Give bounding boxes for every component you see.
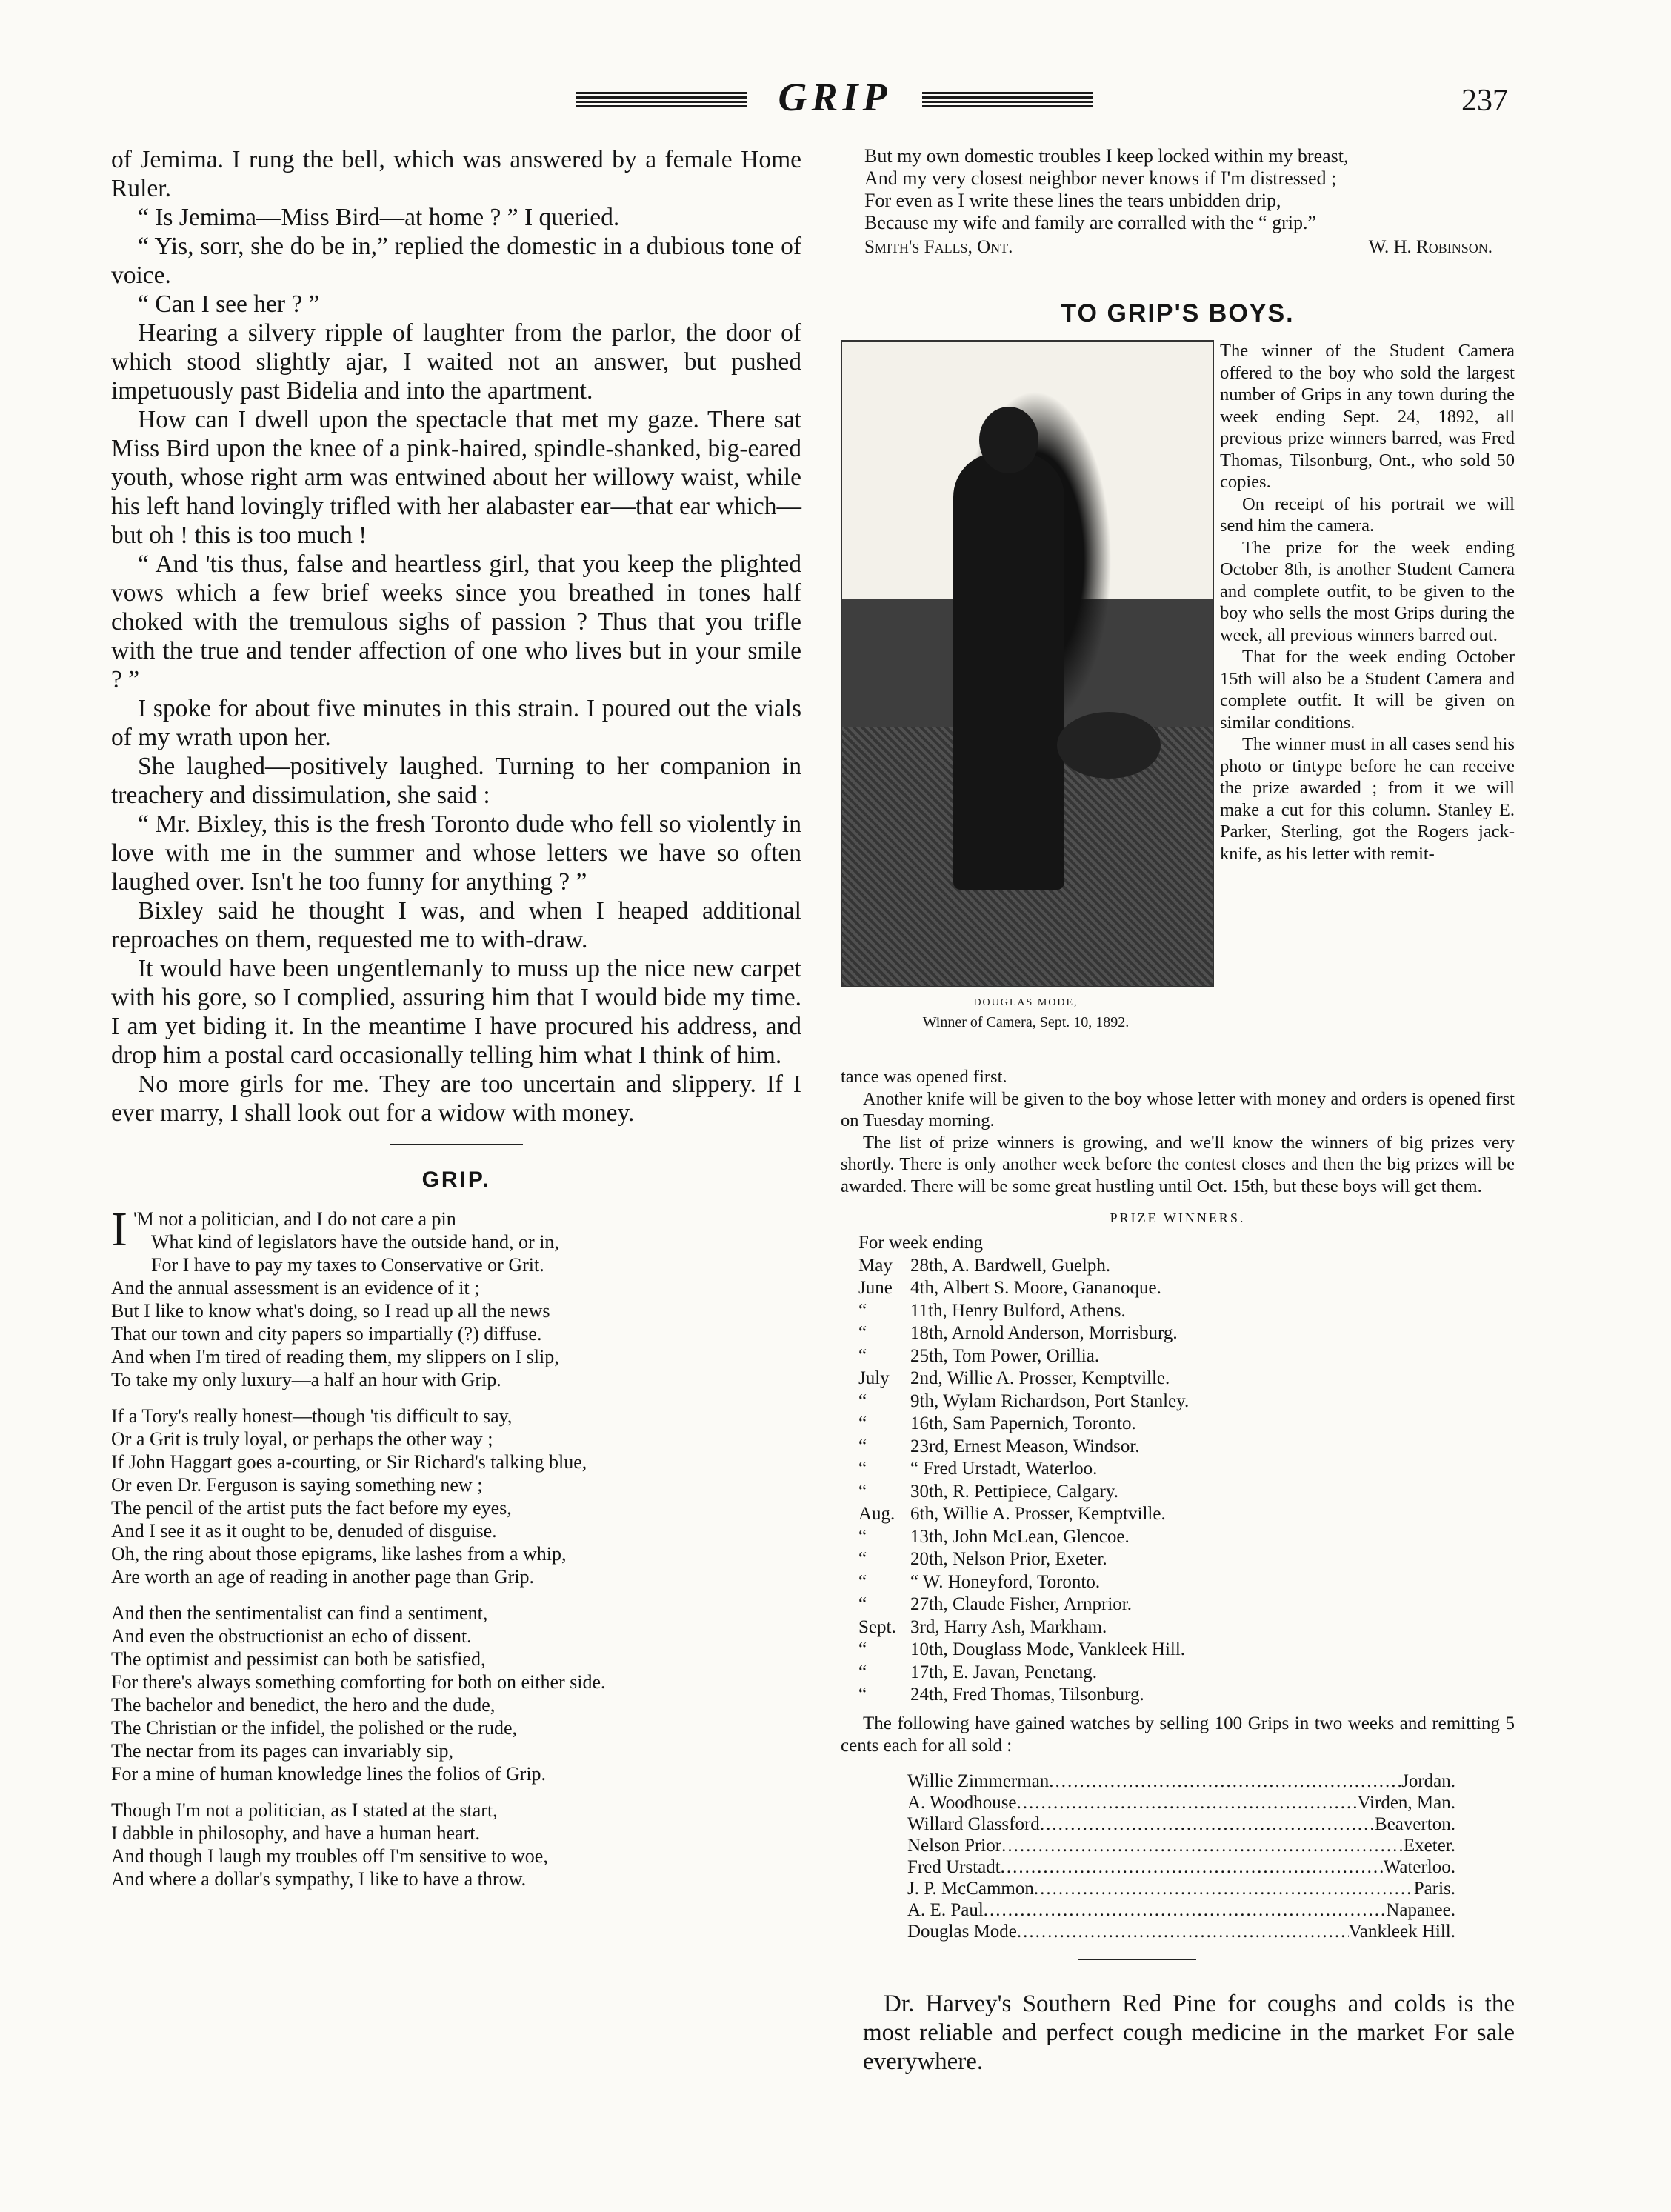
story-paragraph: “ Is Jemima—Miss Bird—at home ? ” I queried.: [138, 204, 620, 231]
winner-entry: 23rd, Ernest Meason, Windsor.: [910, 1436, 1140, 1456]
winner-month: “: [858, 1459, 867, 1479]
watch-winner-name: Nelson Prior: [907, 1835, 1002, 1856]
winner-row: [858, 1255, 1515, 1278]
poem-line: The pencil of the artist puts the fact before my eyes,: [111, 1497, 512, 1519]
winner-row: [858, 1684, 1515, 1707]
watch-winner-place: Beaverton.: [1375, 1813, 1455, 1834]
watch-winner-name: A. E. Paul: [907, 1899, 984, 1920]
verse-line: Because my wife and family are corralled with the “ grip.”: [864, 212, 1317, 233]
watch-winner-name: A. Woodhouse: [907, 1792, 1017, 1813]
winner-month: Sept.: [858, 1616, 896, 1637]
poem-line: Are worth an age of reading in another page than Grip.: [111, 1566, 535, 1588]
poem-line: Though I'm not a politician, as I stated at the start,: [111, 1799, 498, 1821]
week-ending-label: For week ending: [858, 1233, 984, 1253]
page-title: GRIP: [778, 75, 892, 119]
winner-row: [858, 1277, 1515, 1300]
photo-head: [979, 407, 1038, 473]
poem-line: Oh, the ring about those epigrams, like lashes from a whip,: [111, 1543, 567, 1565]
caption-name: DOUGLAS MODE,: [973, 997, 1078, 1008]
poem: [111, 1202, 801, 1890]
poem-line: If a Tory's really honest—though 'tis difficult to say,: [111, 1405, 513, 1427]
winner-row: [858, 1367, 1515, 1390]
winner-entry: “ W. Honeyford, Toronto.: [910, 1571, 1101, 1592]
winner-month: “: [858, 1639, 867, 1659]
photo-caption: [841, 993, 1211, 1032]
winner-month: “: [858, 1300, 867, 1321]
winner-entry: 18th, Arnold Anderson, Morrisburg.: [910, 1323, 1178, 1343]
story-paragraph: She laughed—positively laughed. Turning to her companion in treachery and dissimulation, she said :: [111, 753, 801, 809]
winner-row: [858, 1322, 1515, 1345]
leader-dots: [984, 1899, 1387, 1921]
photo-figure: [953, 453, 1064, 890]
story-paragraph: “ Mr. Bixley, this is the fresh Toronto dude who fell so violently in love with me in the summer and whose letters we have so often laughed over. Isn't he too funny for anything ? ”: [111, 810, 801, 896]
watch-winner-row: [907, 1878, 1455, 1899]
watch-winner-row: [907, 1813, 1455, 1835]
story-paragraph: of Jemima. I rung the bell, which was answered by a female Home Ruler.: [111, 146, 801, 202]
prize-winners-heading: PRIZE WINNERS.: [1110, 1210, 1246, 1225]
boys-continued: [841, 1066, 1515, 1197]
leader-dots: [1017, 1921, 1349, 1942]
winner-entry: 25th, Tom Power, Orillia.: [910, 1345, 1100, 1366]
winner-row: [858, 1616, 1515, 1639]
boys-paragraph: The winner of the Student Camera offered to the boy who sold the largest number of Grips in any town during the week ending Sept. 24, 1892, all previous prize winners barred, was Fred Thomas, Tilsonburg, Ont., who sold 50 copies.: [1220, 341, 1515, 492]
verse-line: And my very closest neighbor never knows if I'm distressed ;: [864, 167, 1337, 189]
winner-row: [858, 1571, 1515, 1594]
winner-entry: 17th, E. Javan, Penetang.: [910, 1662, 1098, 1682]
poem-line: The Christian or the infidel, the polished or the rude,: [111, 1717, 518, 1739]
watch-winner-row: [907, 1856, 1455, 1878]
winner-photo: [841, 340, 1214, 987]
poem-line: 'M not a politician, and I do not care a pin: [133, 1208, 456, 1230]
boys-paragraph: tance was opened first.: [841, 1067, 1007, 1087]
poem-stanza: [111, 1799, 801, 1890]
winner-month: “: [858, 1526, 867, 1547]
boys-paragraph: The list of prize winners is growing, and we'll know the winners of big prizes very shortly. There is only another week before the contest closes and then the big prizes will be awarded. There will be some great hustling until Oct. 15th, but these boys will get them.: [841, 1132, 1515, 1196]
winner-row: [858, 1662, 1515, 1685]
poem-line: For a mine of human knowledge lines the folios of Grip.: [111, 1763, 547, 1785]
section-divider: [390, 1144, 523, 1145]
poem-line: To take my only luxury—a half an hour with Grip.: [111, 1369, 501, 1390]
winner-month: May: [858, 1255, 893, 1276]
signature-place: Smith's Falls, Ont.: [864, 237, 1013, 257]
boys-text: [1220, 340, 1515, 865]
winner-month: July: [858, 1368, 890, 1388]
section-divider: [1078, 1959, 1196, 1960]
winner-row: [858, 1481, 1515, 1504]
poem-line: And even the obstructionist an echo of dissent.: [111, 1625, 472, 1647]
winner-month: “: [858, 1345, 867, 1366]
boys-paragraph: Another knife will be given to the boy whose letter with money and orders is opened first on Tuesday morning.: [841, 1088, 1515, 1130]
leader-dots: [1034, 1878, 1414, 1899]
page-number: 237: [1461, 84, 1508, 118]
watch-winner-place: Virden, Man.: [1357, 1792, 1455, 1813]
winner-row: [858, 1413, 1515, 1436]
watch-intro: The following have gained watches by selling 100 Grips in two weeks and remitting 5 cents each for all sold :: [841, 1713, 1515, 1756]
winner-month: “: [858, 1323, 867, 1343]
winner-entry: 28th, A. Bardwell, Guelph.: [910, 1255, 1111, 1276]
winner-month: Aug.: [858, 1504, 895, 1524]
winner-month: “: [858, 1436, 867, 1456]
poem-line: Or a Grit is truly loyal, or perhaps the other way ;: [111, 1428, 493, 1450]
winner-month: June: [858, 1278, 893, 1298]
poem-stanza: [111, 1202, 801, 1391]
story-paragraph: How can I dwell upon the spectacle that met my gaze. There sat Miss Bird upon the knee of a pink-haired, spindle-shanked, big-eared youth, whose right arm was entwined about her willowy waist, while his left hand lovingly trifled with her alabaster ear—that ear which—but oh ! this is too much !: [111, 406, 801, 549]
winner-month: “: [858, 1549, 867, 1569]
drop-cap: I: [111, 1202, 127, 1256]
winner-month: “: [858, 1481, 867, 1502]
story-paragraph: No more girls for me. They are too uncertain and slippery. If I ever marry, I shall look out for a widow with money.: [111, 1070, 801, 1127]
verse-line: But my own domestic troubles I keep locked within my breast,: [864, 145, 1349, 167]
poem-line: And then the sentimentalist can find a sentiment,: [111, 1602, 488, 1624]
story-paragraph: It would have been ungentlemanly to muss up the nice new carpet with his gore, so I complied, assuring him that I would bide my time. I am yet biding it. In the meantime I have procured his address, and drop him a postal card occasionally telling him what I think of him.: [111, 955, 801, 1069]
advertisement: [863, 1990, 1515, 2076]
winner-month: “: [858, 1594, 867, 1614]
watch-winner-name: Douglas Mode: [907, 1921, 1017, 1942]
winner-row: [858, 1345, 1515, 1368]
watch-winner-name: Willie Zimmerman: [907, 1770, 1050, 1791]
poem-line: And I see it as it ought to be, denuded of disguise.: [111, 1520, 497, 1542]
winner-row: [858, 1593, 1515, 1616]
boys-paragraph: That for the week ending October 15th will also be a Student Camera and complete outfit. It will be given on similar conditions.: [1220, 647, 1515, 733]
watch-winner-row: [907, 1792, 1455, 1813]
left-column: [111, 145, 801, 1904]
boys-paragraph: The winner must in all cases send his photo or tintype before he can receive the prize awarded ; from it we will make a cut for this column. Stanley E. Parker, Sterling, got the Rogers jack-knife, as his letter with remit-: [1220, 734, 1515, 864]
poem-stanza: [111, 1405, 801, 1588]
watch-winner-row: [907, 1835, 1455, 1856]
winner-entry: 9th, Wylam Richardson, Port Stanley.: [910, 1390, 1190, 1411]
winner-month: “: [858, 1662, 867, 1682]
story-text: [111, 145, 801, 1127]
photo-dog: [1057, 712, 1161, 779]
winner-row: [858, 1526, 1515, 1549]
verse-signature: [841, 234, 1515, 258]
story-paragraph: “ Yis, sorr, she do be in,” replied the domestic in a dubious tone of voice.: [111, 233, 801, 289]
leader-dots: [1017, 1792, 1358, 1813]
poem-line: The optimist and pessimist can both be satisfied,: [111, 1648, 486, 1670]
poem-line: I dabble in philosophy, and have a human heart.: [111, 1822, 480, 1844]
winner-entry: 30th, R. Pettipiece, Calgary.: [910, 1481, 1118, 1502]
boys-section: [841, 340, 1515, 1066]
watch-winner-place: Vankleek Hill.: [1348, 1921, 1455, 1942]
poem-line: The nectar from its pages can invariably sip,: [111, 1740, 454, 1762]
watch-winner-name: J. P. McCammon: [907, 1878, 1034, 1899]
story-paragraph: “ Can I see her ? ”: [138, 290, 320, 318]
winners-list: [841, 1232, 1515, 1707]
poem-line: The bachelor and benedict, the hero and the dude,: [111, 1694, 496, 1716]
poem-line: If John Haggart goes a-courting, or Sir Richard's talking blue,: [111, 1451, 587, 1473]
poem-line: And where a dollar's sympathy, I like to have a throw.: [111, 1868, 527, 1890]
winner-row: [858, 1548, 1515, 1571]
winner-row: [858, 1300, 1515, 1323]
winner-row: [858, 1390, 1515, 1413]
poem-line: And when I'm tired of reading them, my slippers on I slip,: [111, 1346, 559, 1367]
winner-entry: “ Fred Urstadt, Waterloo.: [910, 1459, 1098, 1479]
winner-entry: 4th, Albert S. Moore, Gananoque.: [910, 1278, 1161, 1298]
right-column: [841, 145, 1515, 2076]
watch-winners: [907, 1770, 1455, 1942]
watch-winner-place: Napanee.: [1386, 1899, 1455, 1920]
signature-author: W. H. Robinson.: [1368, 237, 1492, 257]
watch-winner-place: Waterloo.: [1383, 1856, 1455, 1877]
boys-paragraph: On receipt of his portrait we will send him the camera.: [1220, 493, 1515, 536]
watch-winner-name: Fred Urstadt: [907, 1856, 1001, 1877]
winner-month: “: [858, 1571, 867, 1592]
watch-winner-row: [907, 1770, 1455, 1792]
masthead: [0, 74, 1671, 126]
winner-month: “: [858, 1413, 867, 1433]
poem-line: For there's always something comforting for both on either side.: [111, 1671, 606, 1693]
winner-entry: 13th, John McLean, Glencoe.: [910, 1526, 1130, 1547]
winner-row: [858, 1503, 1515, 1526]
verse-line: For even as I write these lines the tears unbidden drip,: [864, 190, 1281, 211]
winner-entry: 27th, Claude Fisher, Arnprior.: [910, 1594, 1132, 1614]
boys-paragraph: The prize for the week ending October 8th, is another Student Camera and complete outfit, to be given to the boy who sells the most Grips during the week, all previous winners barred out.: [1220, 537, 1515, 645]
winner-entry: 3rd, Harry Ash, Markham.: [910, 1616, 1107, 1637]
watch-winner-row: [907, 1921, 1455, 1942]
poem-title: GRIP.: [421, 1167, 491, 1192]
leader-dots: [1001, 1856, 1384, 1878]
winner-entry: 11th, Henry Bulford, Athens.: [910, 1300, 1126, 1321]
poem-line: And the annual assessment is an evidence of it ;: [111, 1277, 480, 1299]
story-paragraph: Bixley said he thought I was, and when I heaped additional reproaches on them, requested me to with-draw.: [111, 897, 801, 953]
winner-month: “: [858, 1390, 867, 1411]
watch-winner-place: Jordan.: [1401, 1770, 1455, 1791]
winner-row: [858, 1639, 1515, 1662]
masthead-rule-left: [576, 92, 747, 108]
winner-entry: 16th, Sam Papernich, Toronto.: [910, 1413, 1136, 1433]
winner-entry: 2nd, Willie A. Prosser, Kemptville.: [910, 1368, 1170, 1388]
leader-dots: [1040, 1813, 1375, 1835]
winner-entry: 24th, Fred Thomas, Tilsonburg.: [910, 1685, 1144, 1705]
winner-month: “: [858, 1685, 867, 1705]
poem-line: But I like to know what's doing, so I read up all the news: [111, 1300, 550, 1322]
winner-entry: 20th, Nelson Prior, Exeter.: [910, 1549, 1107, 1569]
leader-dots: [1001, 1835, 1404, 1856]
poem-line: That our town and city papers so impartially (?) diffuse.: [111, 1323, 542, 1345]
leader-dots: [1049, 1770, 1401, 1792]
watch-winner-row: [907, 1899, 1455, 1921]
continued-verse: [841, 145, 1515, 234]
poem-line: Or even Dr. Ferguson is saying something new ;: [111, 1474, 483, 1496]
winner-entry: 10th, Douglass Mode, Vankleek Hill.: [910, 1639, 1186, 1659]
poem-line: And though I laugh my troubles off I'm sensitive to woe,: [111, 1845, 548, 1867]
advertisement-text: Dr. Harvey's Southern Red Pine for coughs and colds is the most reliable and perfect cough medicine in the market For sale everywhere.: [863, 1990, 1515, 2075]
winner-entry: 6th, Willie A. Prosser, Kemptville.: [910, 1504, 1166, 1524]
masthead-rule-right: [922, 92, 1093, 108]
watch-winner-place: Exeter.: [1403, 1835, 1455, 1856]
winner-row: [858, 1458, 1515, 1481]
poem-stanza: [111, 1602, 801, 1785]
story-paragraph: “ And 'tis thus, false and heartless girl, that you keep the plighted vows which a few brief weeks since you breathed in tones half choked with the tremulous sighs of passion ? Thus that you trifle with the true and tender affection of one who lives but in your smile ? ”: [111, 550, 801, 693]
section-title: TO GRIP'S BOYS.: [1061, 299, 1295, 327]
winner-row: [858, 1436, 1515, 1459]
poem-line: What kind of legislators have the outside hand, or in,: [151, 1231, 559, 1253]
poem-line: For I have to pay my taxes to Conservative or Grit.: [151, 1254, 544, 1276]
winner-rows: [858, 1255, 1515, 1707]
caption-line: Winner of Camera, Sept. 10, 1892.: [922, 1014, 1130, 1030]
watch-winner-name: Willard Glassford: [907, 1813, 1040, 1834]
watch-winner-place: Paris.: [1413, 1878, 1455, 1899]
story-paragraph: Hearing a silvery ripple of laughter from the parlor, the door of which stood slightly ajar, I waited not an answer, but pushed impetuously past Bidelia and into the apartment.: [111, 319, 801, 404]
story-paragraph: I spoke for about five minutes in this strain. I poured out the vials of my wrath upon her.: [111, 695, 801, 751]
